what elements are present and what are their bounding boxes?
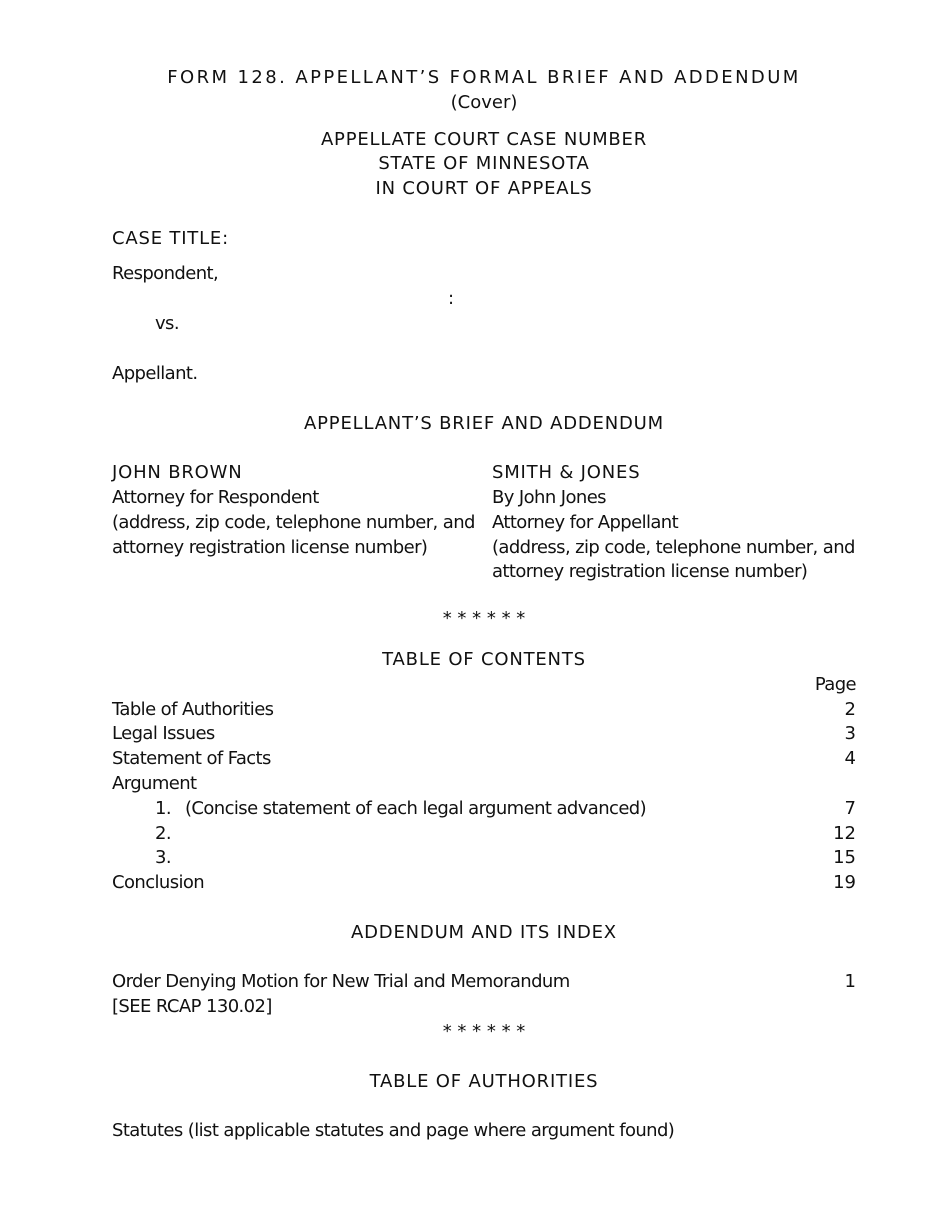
toc-title: TABLE OF CONTENTS xyxy=(382,648,586,670)
state-heading: STATE OF MINNESOTA xyxy=(378,153,590,175)
toc-argument-row xyxy=(112,797,856,822)
toc-entry-page: 3 xyxy=(844,723,856,745)
addendum-title: ADDENDUM AND ITS INDEX xyxy=(351,921,617,943)
toc-row xyxy=(112,871,856,896)
toc-argument-number: 3. xyxy=(155,847,171,869)
toc-argument-row xyxy=(112,822,856,847)
appellant-attorney xyxy=(492,461,856,585)
statutes-note: Statutes (list applicable statutes and page where argument found) xyxy=(112,1120,675,1142)
toc-conclusion-label: Conclusion xyxy=(112,872,205,894)
appellant-label: Appellant. xyxy=(112,362,198,384)
toc-argument-page: 7 xyxy=(844,797,856,819)
toc-argument xyxy=(112,797,646,822)
toc-entry-label: Argument xyxy=(112,772,197,794)
section-separator-2: * * * * * * xyxy=(442,1020,526,1042)
toc-conclusion-page: 19 xyxy=(833,872,856,894)
toc-argument-number: 2. xyxy=(155,822,171,844)
respondent-attorney-details-2: attorney registration license number) xyxy=(112,536,428,558)
court-heading: IN COURT OF APPEALS xyxy=(375,178,593,200)
appellant-attorney-role: Attorney for Appellant xyxy=(492,511,679,533)
addendum-reference: [SEE RCAP 130.02] xyxy=(112,996,272,1018)
toc-entry-page: 4 xyxy=(844,748,856,770)
section-separator: * * * * * * xyxy=(442,608,526,630)
toc-page-header: Page xyxy=(814,673,856,695)
toc-entry-label: Legal Issues xyxy=(112,723,215,745)
toc-argument-row xyxy=(112,846,856,871)
toc-argument xyxy=(112,846,185,871)
addendum-item: Order Denying Motion for New Trial and Memorandum xyxy=(112,971,570,993)
attorneys-block xyxy=(112,461,856,585)
toc-row xyxy=(112,747,856,772)
appellant-attorney-by: By John Jones xyxy=(492,486,606,508)
respondent-attorney xyxy=(112,461,492,585)
respondent-attorney-role: Attorney for Respondent xyxy=(112,486,319,508)
form-title: FORM 128. APPELLANT’S FORMAL BRIEF AND ADDENDUM xyxy=(167,67,801,88)
respondent-label: Respondent, xyxy=(112,262,219,284)
versus-label: vs. xyxy=(155,312,179,334)
form-subtitle: (Cover) xyxy=(450,91,518,113)
toc-argument-text: (Concise statement of each legal argument advanced) xyxy=(185,797,647,819)
case-number-heading: APPELLATE COURT CASE NUMBER xyxy=(320,128,648,150)
appellant-attorney-details-2: attorney registration license number) xyxy=(492,561,808,583)
authorities-title: TABLE OF AUTHORITIES xyxy=(369,1070,599,1092)
appellant-attorney-firm: SMITH & JONES xyxy=(492,462,641,484)
toc-entry-page: 2 xyxy=(844,698,856,720)
toc-argument-page: 15 xyxy=(833,847,856,869)
respondent-attorney-name: JOHN BROWN xyxy=(112,462,243,484)
toc-entry-label: Statement of Facts xyxy=(112,748,271,770)
brief-title: APPELLANT’S BRIEF AND ADDENDUM xyxy=(304,412,664,434)
caption-colon: : xyxy=(448,287,455,309)
toc-argument-page: 12 xyxy=(833,822,856,844)
addendum-item-page: 1 xyxy=(844,971,856,993)
document-page xyxy=(112,66,856,1144)
toc-row xyxy=(112,698,856,723)
case-parties xyxy=(112,252,856,412)
toc-row xyxy=(112,722,856,747)
case-title-label: CASE TITLE: xyxy=(112,227,229,249)
toc-list xyxy=(112,698,856,896)
appellant-attorney-details: (address, zip code, telephone number, and xyxy=(492,536,855,558)
addendum-row xyxy=(112,970,856,995)
toc-argument-number: 1. xyxy=(155,797,171,819)
toc-entry-label: Table of Authorities xyxy=(112,698,274,720)
respondent-attorney-details: (address, zip code, telephone number, and xyxy=(112,511,475,533)
toc-argument xyxy=(112,822,185,847)
toc-row xyxy=(112,772,856,797)
